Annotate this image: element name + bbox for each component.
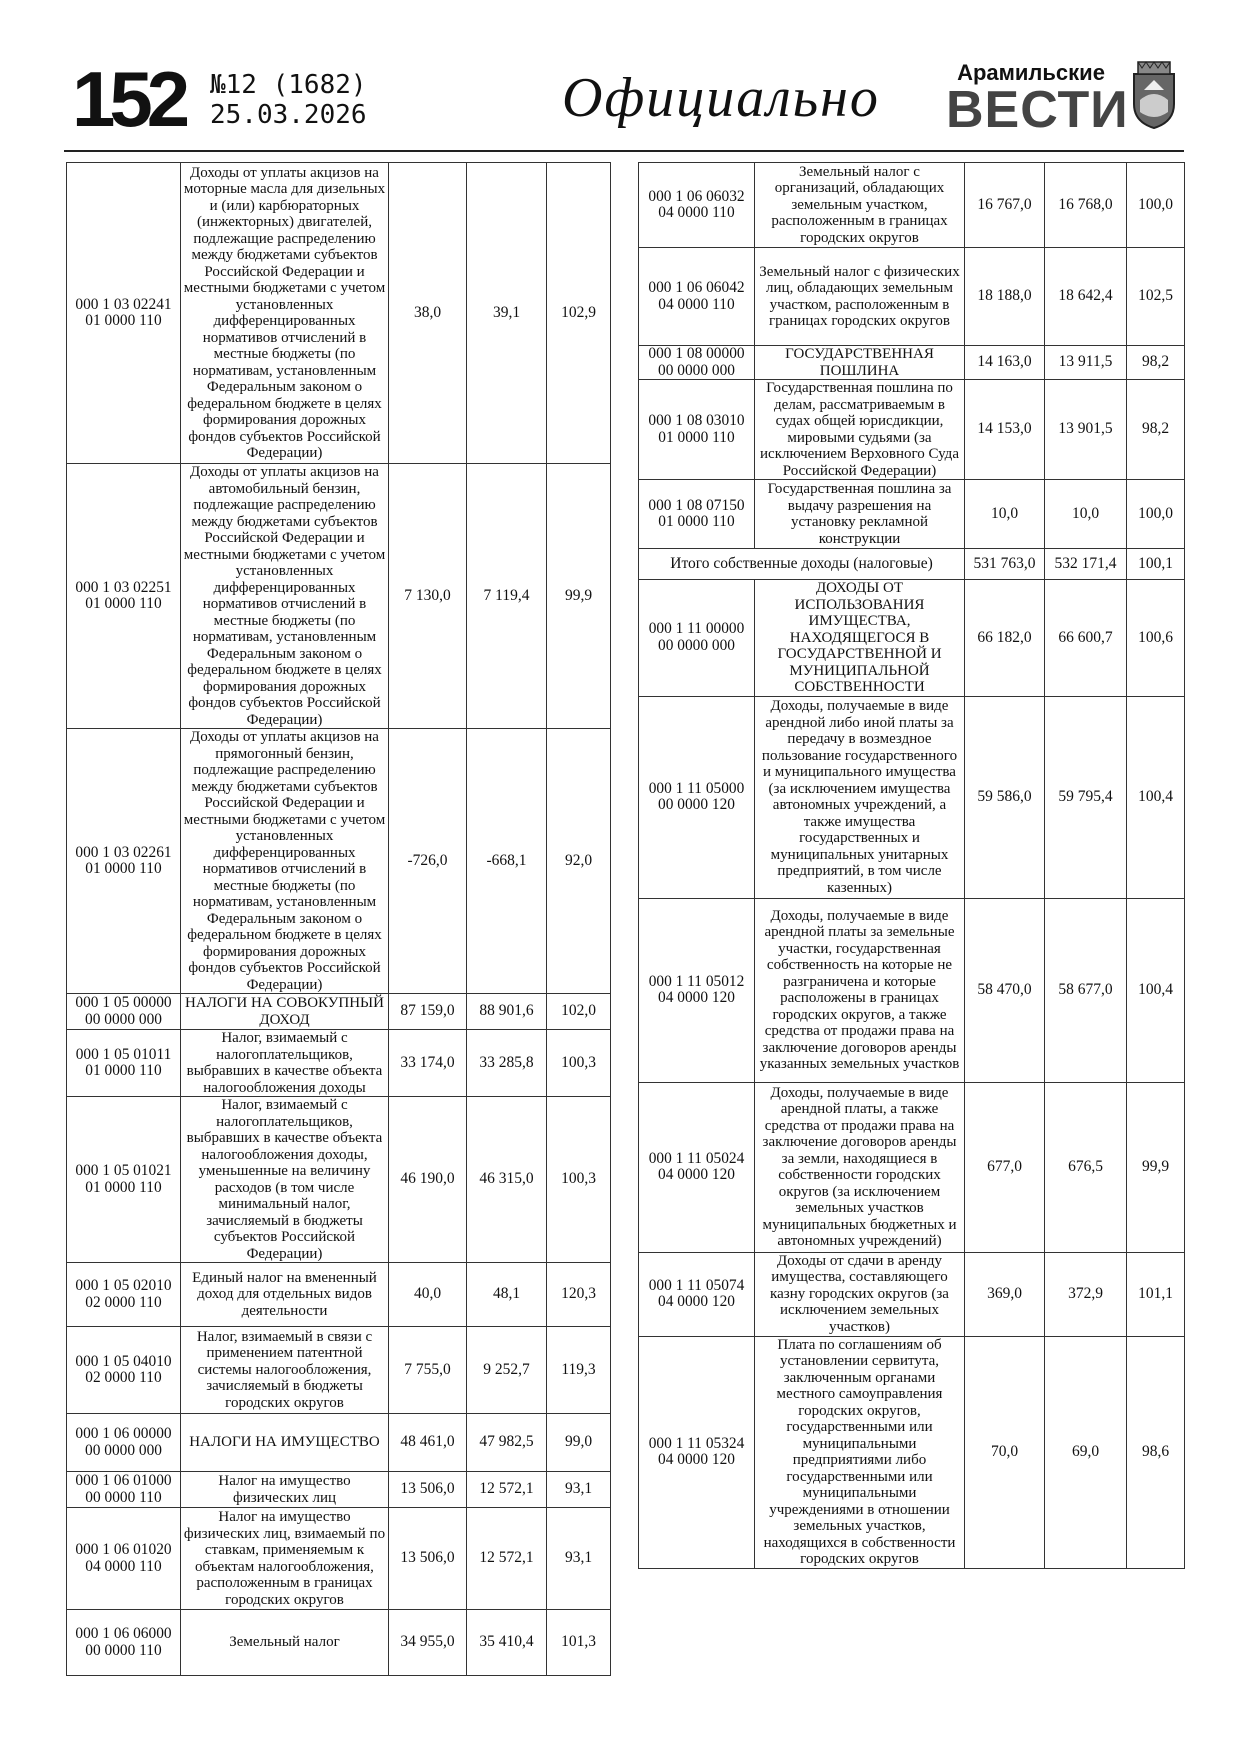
row-fact: 58 677,0 (1045, 898, 1127, 1082)
row-description: Земельный налог с организаций, обладающих земельным участком, расположенным в границах городских округов (755, 163, 965, 248)
row-fact: 33 285,8 (467, 1030, 547, 1097)
row-description: НАЛОГИ НА ИМУЩЕСТВО (181, 1414, 389, 1472)
row-plan: 48 461,0 (389, 1414, 467, 1472)
row-percent: 98,2 (1127, 346, 1185, 380)
row-fact: 48,1 (467, 1263, 547, 1327)
brand-top: Арамильские (957, 60, 1105, 85)
row-percent: 100,4 (1127, 696, 1185, 898)
row-fact: 10,0 (1045, 480, 1127, 549)
row-plan: 38,0 (389, 163, 467, 464)
row-description: Земельный налог (181, 1610, 389, 1676)
table-row (67, 464, 611, 729)
table-row (639, 248, 1185, 346)
row-percent: 92,0 (547, 729, 611, 994)
row-description: Доходы, получаемые в виде арендной платы за земельные участки, государственная собственность на которые не разграничена и которые расположены в границах городских округов, а также средства от продажи права на заключение договоров аренды указанных земельных участков (755, 898, 965, 1082)
row-plan: 87 159,0 (389, 994, 467, 1030)
row-description: Налог, взимаемый с налогоплательщиков, выбравших в качестве объекта налогообложения доходы (181, 1030, 389, 1097)
revenue-table-right (638, 162, 1185, 1569)
row-code: 000 1 03 02261 01 0000 110 (67, 729, 181, 994)
table-row (67, 1414, 611, 1472)
row-fact: 46 315,0 (467, 1097, 547, 1263)
row-description: Земельный налог с физических лиц, обладающих земельным участком, расположенным в границах городских округов (755, 248, 965, 346)
row-percent: 101,1 (1127, 1252, 1185, 1336)
row-code: 000 1 11 05074 04 0000 120 (639, 1252, 755, 1336)
row-description: Доходы от уплаты акцизов на прямогонный бензин, подлежащие распределению между бюджетами субъектов Российской Федерации и местными бюджетами с учетом установленных дифференцированных нормативов отчислений в местные бюджеты (по нормативам, установленным Федеральным законом о федеральном бюджете в целях формирования дорожных фондов субъектов Российской Федерации) (181, 729, 389, 994)
row-description: Налог на имущество физических лиц (181, 1472, 389, 1508)
row-code: 000 1 06 06042 04 0000 110 (639, 248, 755, 346)
row-code: 000 1 06 06032 04 0000 110 (639, 163, 755, 248)
row-fact: 13 901,5 (1045, 380, 1127, 480)
row-description: Доходы от уплаты акцизов на моторные масла для дизельных и (или) карбюраторных (инжекторных) двигателей, подлежащие распределению между бюджетами субъектов Российской Федерации и местными бюджетами с учетом установленных дифференцированных нормативов отчислений в местные бюджеты (по нормативам, установленным Федеральным законом о федеральном бюджете в целях формирования дорожных фондов субъектов Российской Федерации) (181, 163, 389, 464)
row-code: 000 1 06 01020 04 0000 110 (67, 1508, 181, 1610)
row-fact: 59 795,4 (1045, 696, 1127, 898)
row-fact: 676,5 (1045, 1082, 1127, 1252)
issue-date: 25.03.2026 (210, 100, 367, 130)
table-row (639, 898, 1185, 1082)
row-description: Налог, взимаемый с налогоплательщиков, выбравших в качестве объекта налогообложения доходы, уменьшенные на величину расходов (в том числе минимальный налог, зачисляемый в бюджеты субъектов Российской Федерации) (181, 1097, 389, 1263)
total-plan: 531 763,0 (965, 549, 1045, 580)
row-percent: 102,9 (547, 163, 611, 464)
total-fact: 532 171,4 (1045, 549, 1127, 580)
row-plan: 18 188,0 (965, 248, 1045, 346)
row-description: Налог, взимаемый в связи с применением патентной системы налогообложения, зачисляемый в бюджеты городских округов (181, 1327, 389, 1414)
total-row (639, 549, 1185, 580)
row-fact: 372,9 (1045, 1252, 1127, 1336)
row-fact: 69,0 (1045, 1336, 1127, 1568)
row-code: 000 1 05 02010 02 0000 110 (67, 1263, 181, 1327)
table-row (639, 480, 1185, 549)
row-percent: 93,1 (547, 1472, 611, 1508)
row-fact: 47 982,5 (467, 1414, 547, 1472)
row-code: 000 1 11 05000 00 0000 120 (639, 696, 755, 898)
row-description: Государственная пошлина за выдачу разрешения на установку рекламной конструкции (755, 480, 965, 549)
row-percent: 98,2 (1127, 380, 1185, 480)
row-fact: 13 911,5 (1045, 346, 1127, 380)
row-description: Плата по соглашениям об установлении сервитута, заключенным органами местного самоуправления городских округов, государственными или муниципальными предприятиями либо государственными или муниципальными учреждениями в отношении земельных участков, находящихся в собственности городских округов (755, 1336, 965, 1568)
row-plan: 58 470,0 (965, 898, 1045, 1082)
row-percent: 100,0 (1127, 480, 1185, 549)
total-label: Итого собственные доходы (налоговые) (639, 549, 965, 580)
city-crest-icon (1128, 60, 1180, 130)
row-description: Доходы от уплаты акцизов на автомобильный бензин, подлежащие распределению между бюджетами субъектов Российской Федерации и местными бюджетами с учетом установленных дифференцированных нормативов отчислений в местные бюджеты (по нормативам, установленным Федеральным законом о федеральном бюджете в целях формирования дорожных фондов субъектов Российской Федерации) (181, 464, 389, 729)
row-plan: 13 506,0 (389, 1472, 467, 1508)
row-plan: 14 153,0 (965, 380, 1045, 480)
table-row (639, 380, 1185, 480)
row-plan: 16 767,0 (965, 163, 1045, 248)
table-row (639, 1082, 1185, 1252)
row-code: 000 1 03 02241 01 0000 110 (67, 163, 181, 464)
row-percent: 100,3 (547, 1097, 611, 1263)
table-row (639, 1252, 1185, 1336)
row-code: 000 1 03 02251 01 0000 110 (67, 464, 181, 729)
page-header (64, 55, 1184, 152)
row-code: 000 1 11 05012 04 0000 120 (639, 898, 755, 1082)
row-description: ДОХОДЫ ОТ ИСПОЛЬЗОВАНИЯ ИМУЩЕСТВА, НАХОДЯЩЕГОСЯ В ГОСУДАРСТВЕННОЙ И МУНИЦИПАЛЬНОЙ СОБСТВЕННОСТИ (755, 580, 965, 697)
row-code: 000 1 06 06000 00 0000 110 (67, 1610, 181, 1676)
row-code: 000 1 05 01011 01 0000 110 (67, 1030, 181, 1097)
table-row (639, 346, 1185, 380)
total-percent: 100,1 (1127, 549, 1185, 580)
row-percent: 100,4 (1127, 898, 1185, 1082)
row-description: Доходы от сдачи в аренду имущества, составляющего казну городских округов (за исключением земельных участков) (755, 1252, 965, 1336)
row-code: 000 1 11 05324 04 0000 120 (639, 1336, 755, 1568)
newspaper-logo (946, 60, 1129, 139)
table-row (639, 163, 1185, 248)
row-plan: 14 163,0 (965, 346, 1045, 380)
row-percent: 102,0 (547, 994, 611, 1030)
table-row (67, 1610, 611, 1676)
row-plan: 70,0 (965, 1336, 1045, 1568)
row-plan: 10,0 (965, 480, 1045, 549)
row-plan: 369,0 (965, 1252, 1045, 1336)
row-fact: 39,1 (467, 163, 547, 464)
section-title: Официально (562, 67, 880, 129)
row-code: 000 1 05 00000 00 0000 000 (67, 994, 181, 1030)
row-percent: 100,3 (547, 1030, 611, 1097)
row-percent: 101,3 (547, 1610, 611, 1676)
table-row (639, 580, 1185, 697)
table-row (67, 1263, 611, 1327)
row-fact: 66 600,7 (1045, 580, 1127, 697)
row-fact: 35 410,4 (467, 1610, 547, 1676)
row-percent: 100,0 (1127, 163, 1185, 248)
row-code: 000 1 05 01021 01 0000 110 (67, 1097, 181, 1263)
row-code: 000 1 11 00000 00 0000 000 (639, 580, 755, 697)
row-plan: 46 190,0 (389, 1097, 467, 1263)
row-percent: 100,6 (1127, 580, 1185, 697)
row-code: 000 1 11 05024 04 0000 120 (639, 1082, 755, 1252)
table-row (639, 1336, 1185, 1568)
row-plan: 677,0 (965, 1082, 1045, 1252)
row-percent: 98,6 (1127, 1336, 1185, 1568)
table-row (639, 696, 1185, 898)
row-description: Доходы, получаемые в виде арендной либо иной платы за передачу в возмездное пользование государственного и муниципального имущества (за исключением имущества автономных учреждений, а также имущества государственных и муниципальных унитарных предприятий, в том числе казенных) (755, 696, 965, 898)
issue-number: №12 (1682) (210, 70, 367, 100)
row-code: 000 1 06 00000 00 0000 000 (67, 1414, 181, 1472)
row-plan: 7 130,0 (389, 464, 467, 729)
row-percent: 99,0 (547, 1414, 611, 1472)
row-fact: 12 572,1 (467, 1472, 547, 1508)
row-plan: 33 174,0 (389, 1030, 467, 1097)
table-row (67, 163, 611, 464)
row-percent: 102,5 (1127, 248, 1185, 346)
row-fact: -668,1 (467, 729, 547, 994)
table-row (67, 994, 611, 1030)
row-description: Единый налог на вмененный доход для отдельных видов деятельности (181, 1263, 389, 1327)
row-code: 000 1 08 03010 01 0000 110 (639, 380, 755, 480)
row-percent: 120,3 (547, 1263, 611, 1327)
row-code: 000 1 05 04010 02 0000 110 (67, 1327, 181, 1414)
row-code: 000 1 08 07150 01 0000 110 (639, 480, 755, 549)
row-description: Доходы, получаемые в виде арендной платы, а также средства от продажи права на заключение договоров аренды за земли, находящиеся в собственности городских округов (за исключением земельных участков муниципальных бюджетных и автономных учреждений) (755, 1082, 965, 1252)
row-description: ГОСУДАРСТВЕННАЯ ПОШЛИНА (755, 346, 965, 380)
row-plan: 7 755,0 (389, 1327, 467, 1414)
row-percent: 93,1 (547, 1508, 611, 1610)
row-plan: 66 182,0 (965, 580, 1045, 697)
row-code: 000 1 08 00000 00 0000 000 (639, 346, 755, 380)
row-fact: 16 768,0 (1045, 163, 1127, 248)
row-plan: 40,0 (389, 1263, 467, 1327)
row-fact: 9 252,7 (467, 1327, 547, 1414)
page-number: 152 (72, 55, 185, 143)
row-plan: 59 586,0 (965, 696, 1045, 898)
row-percent: 99,9 (547, 464, 611, 729)
row-fact: 12 572,1 (467, 1508, 547, 1610)
row-description: Налог на имущество физических лиц, взимаемый по ставкам, применяемым к объектам налогообложения, расположенным в границах городских округов (181, 1508, 389, 1610)
revenue-table-left (66, 162, 611, 1676)
table-row (67, 1327, 611, 1414)
row-fact: 7 119,4 (467, 464, 547, 729)
row-fact: 18 642,4 (1045, 248, 1127, 346)
table-row (67, 729, 611, 994)
row-fact: 88 901,6 (467, 994, 547, 1030)
issue-info (210, 70, 367, 130)
row-description: НАЛОГИ НА СОВОКУПНЫЙ ДОХОД (181, 994, 389, 1030)
brand-bottom: ВЕСТИ (946, 81, 1129, 139)
row-description: Государственная пошлина по делам, рассматриваемым в судах общей юрисдикции, мировыми судьями (за исключением Верховного Суда Российской Федерации) (755, 380, 965, 480)
row-plan: 13 506,0 (389, 1508, 467, 1610)
table-row (67, 1030, 611, 1097)
table-row (67, 1097, 611, 1263)
row-percent: 99,9 (1127, 1082, 1185, 1252)
table-row (67, 1508, 611, 1610)
row-plan: 34 955,0 (389, 1610, 467, 1676)
row-percent: 119,3 (547, 1327, 611, 1414)
row-plan: -726,0 (389, 729, 467, 994)
row-code: 000 1 06 01000 00 0000 110 (67, 1472, 181, 1508)
table-row (67, 1472, 611, 1508)
